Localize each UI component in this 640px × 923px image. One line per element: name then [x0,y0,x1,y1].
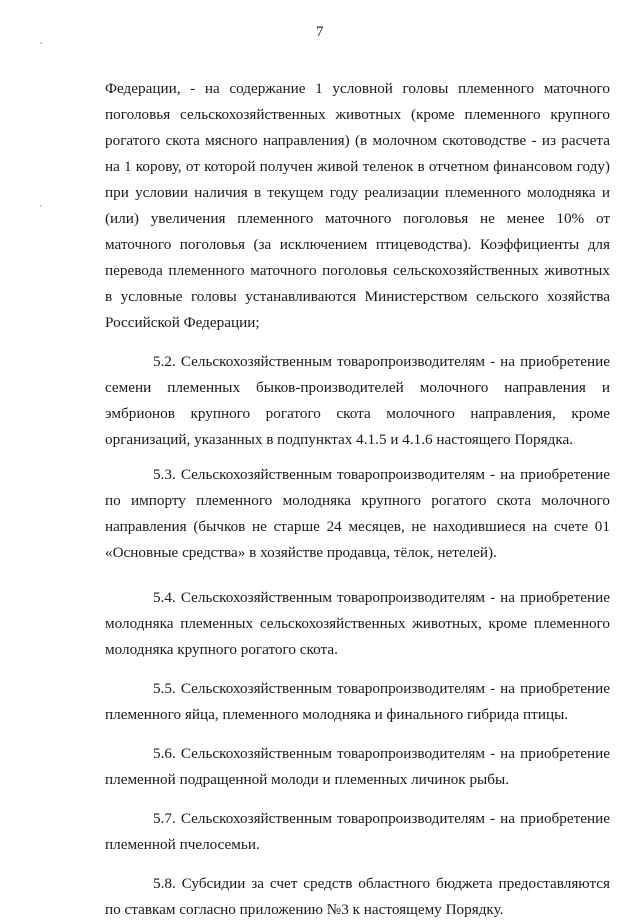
paragraph-5-2: 5.2. Сельскохозяйственным товаропроизводителям - на приобретение семени племенных быков-производителей молочного направления и эмбрионов крупного рогатого скота молочного направления, кроме организаций, указанных в подпунктах 4.1.5 и 4.1.6 настоящего Порядка. [105,353,610,448]
paragraph-5-6: 5.6. Сельскохозяйственным товаропроизводителям - на приобретение племенной подращенной молоди и племенных личинок рыбы. [105,745,610,788]
page-number: 7 [316,24,324,40]
paragraph-5-7: 5.7. Сельскохозяйственным товаропроизводителям - на приобретение племенной пчелосемьи. [105,810,610,853]
scan-mark [40,205,42,207]
paragraph-5-8: 5.8. Субсидии за счет средств областного бюджета предоставляются по ставкам согласно приложению №3 к настоящему Порядку. [105,875,610,918]
paragraph-continuation: Федерации, - на содержание 1 условной головы племенного маточного поголовья сельскохозяйственных животных (кроме племенного крупного рогатого скота мясного направления) (в молочном скотоводстве - из расчета на 1 корову, от которой получен живой теленок в отчетном финансовом году) при условии наличия в текущем году реализации племенного молодняка и (или) увеличения племенного маточного поголовья не менее 10% от маточного поголовья (за исключением птицеводства). Коэффициенты для перевода племенного маточного поголовья сельскохозяйственных животных в условные головы устанавливаются Министерством сельского хозяйства Российской Федерации; [105,80,610,331]
paragraph-5-3: 5.3. Сельскохозяйственным товаропроизводителям - на приобретение по импорту племенного молодняка крупного рогатого скота молочного направления (бычков не старше 24 месяцев, не находившиеся на счете 01 «Основные средства» в хозяйстве продавца, тёлок, нетелей). [105,466,610,561]
paragraph-5-4: 5.4. Сельскохозяйственным товаропроизводителям - на приобретение молодняка племенных сельскохозяйственных животных, кроме племенного молодняка крупного рогатого скота. [105,589,610,658]
document-body [105,76,610,923]
paragraph-5-5: 5.5. Сельскохозяйственным товаропроизводителям - на приобретение племенного яйца, племенного молодняка и финального гибрида птицы. [105,680,610,723]
scan-mark [40,42,42,44]
